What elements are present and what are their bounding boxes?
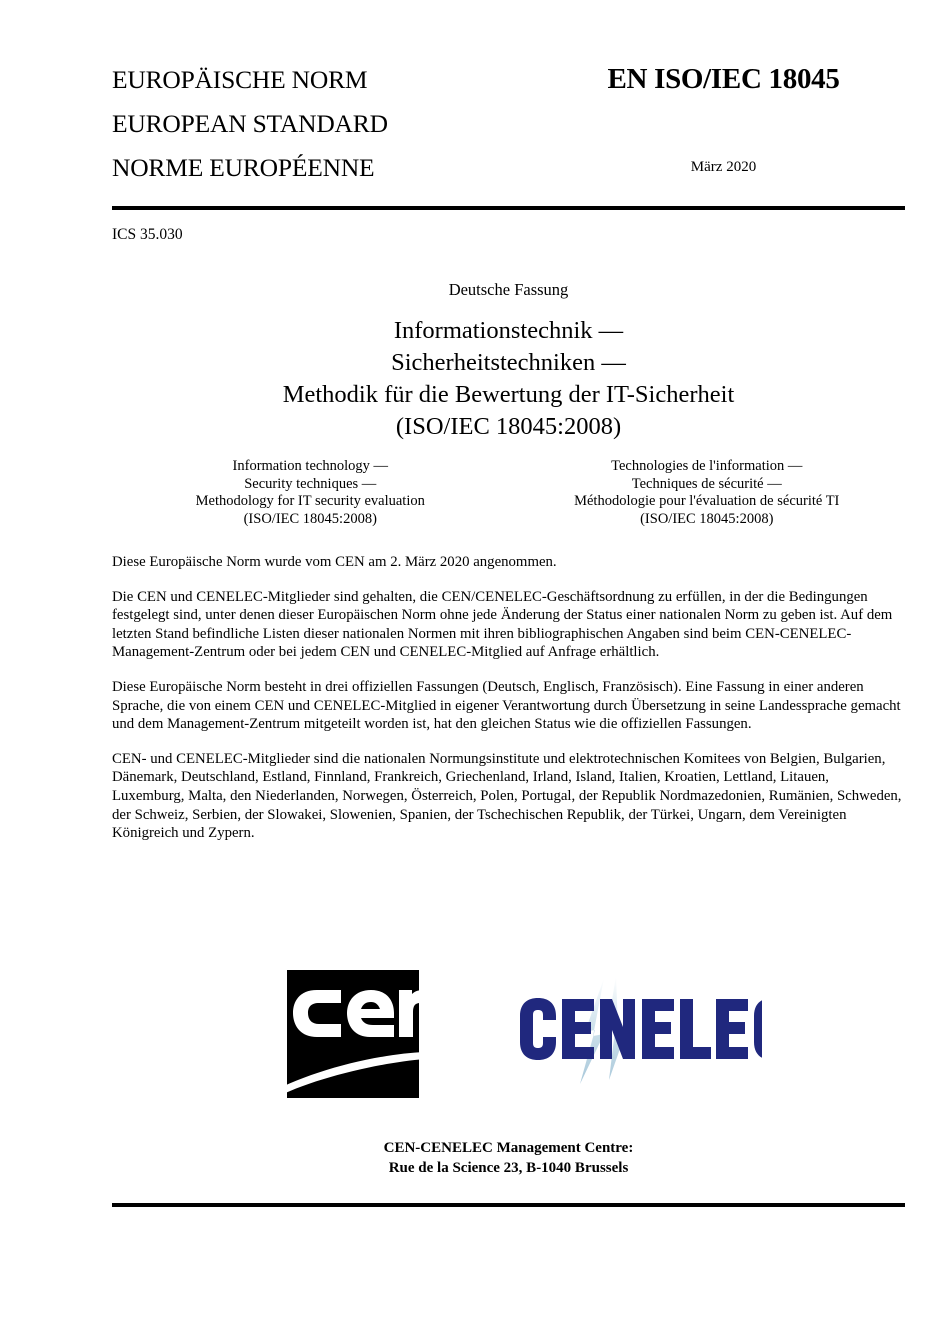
ics-code: ICS 35.030: [112, 226, 183, 243]
publication-date: März 2020: [690, 159, 757, 175]
document-header: [112, 58, 905, 198]
subtitle-french: [509, 458, 906, 528]
subtitle-english-line-2: Security techniques —: [244, 475, 377, 492]
subtitle-english-line-3: Methodology for IT security evaluation: [195, 493, 425, 509]
standard-designation-fr: NORME EUROPÉENNE: [112, 153, 375, 182]
management-centre-address: [112, 1138, 905, 1178]
subtitle-english-line-4: (ISO/IEC 18045:2008): [243, 510, 377, 527]
cenelec-wordmark: [520, 998, 762, 1060]
management-centre-street: Rue de la Science 23, B-1040 Brussels: [388, 1160, 629, 1176]
subtitle-french-line-4: (ISO/IEC 18045:2008): [640, 510, 774, 527]
paragraph-official-versions: Diese Europäische Norm besteht in drei offiziellen Fassungen (Deutsch, Englisch, Französisch). Eine Fassung in einer anderen Sprache, die von einem CEN und CENELEC-Mitglied in eigener Verantwortung durch Übersetzung in seine Landessprache gemacht und dem Management-Zentrum mitgeteilt worden ist, hat den gleichen Status wie die offiziellen Fassungen.: [112, 678, 901, 733]
page-title: [112, 315, 905, 443]
paragraph-obligations: Die CEN und CENELEC-Mitglieder sind gehalten, die CEN/CENELEC-Geschäftsordnung zu erfüllen, in der die Bedingungen festgelegt sind, unter denen dieser Europäischen Norm ohne jede Änderung der Status einer nationalen Norm zu geben ist. Auf dem letzten Stand befindliche Listen dieser nationalen Normen mit ihren bibliographischen Angaben sind beim CEN-CENELEC-Management-Zentrum oder bei jedem CEN und CENELEC-Mitglied auf Anfrage erhältlich.: [112, 588, 893, 661]
subtitle-english-line-1: Information technology —: [232, 458, 388, 474]
standard-designation-de: EUROPÄISCHE NORM: [112, 65, 368, 94]
standard-designation-block: [112, 58, 542, 190]
subtitle-french-line-2: Techniques de sécurité —: [631, 475, 782, 492]
language-version-label: Deutsche Fassung: [448, 280, 569, 299]
body-text: [112, 553, 905, 859]
logo-row: [112, 966, 905, 1106]
cen-logo-mark: [265, 968, 425, 1100]
subtitle-french-line-3: Méthodologie pour l'évaluation de sécurité TI: [574, 493, 840, 509]
page-title-line-3: Methodik für die Bewertung der IT-Sicherheit: [282, 381, 735, 408]
cen-logo: [265, 968, 425, 1100]
standard-number: EN ISO/IEC 18045: [607, 63, 840, 95]
page-title-line-1: Informationstechnik —: [393, 317, 624, 344]
management-centre-name: CEN-CENELEC Management Centre:: [383, 1140, 634, 1156]
bilingual-subtitle-block: [112, 458, 905, 528]
page-title-line-2: Sicherheitstechniken —: [391, 349, 626, 376]
paragraph-adoption: Diese Europäische Norm wurde vom CEN am 2. März 2020 angenommen.: [112, 554, 557, 570]
cenelec-logo-mark: [512, 976, 762, 1086]
cenelec-logo: [512, 976, 762, 1086]
header-divider-rule: [112, 206, 905, 210]
standard-number-block: [542, 58, 905, 177]
subtitle-english: [112, 458, 509, 528]
footer-divider-rule: [112, 1203, 905, 1207]
paragraph-member-countries: CEN- und CENELEC-Mitglieder sind die nationalen Normungsinstitute und elektrotechnischen Komitees von Belgien, Bulgarien, Dänemark, Deutschland, Estland, Finnland, Frankreich, Griechenland, Irland, Island, Italien, Kroatien, Lettland, Litauen, Luxemburg, Malta, den Niederlanden, Norwegen, Österreich, Polen, Portugal, der Republik Nordmazedonien, Rumänien, Schweden, der Schweiz, Serbien, der Slowakei, Slowenien, Spanien, der Tschechischen Republik, der Türkei, Ungarn, dem Vereinigten Königreich und Zypern.: [112, 750, 902, 842]
page-title-line-4: (ISO/IEC 18045:2008): [395, 413, 622, 440]
standard-designation-en: EUROPEAN STANDARD: [112, 109, 388, 138]
subtitle-french-line-1: Technologies de l'information —: [611, 458, 803, 474]
